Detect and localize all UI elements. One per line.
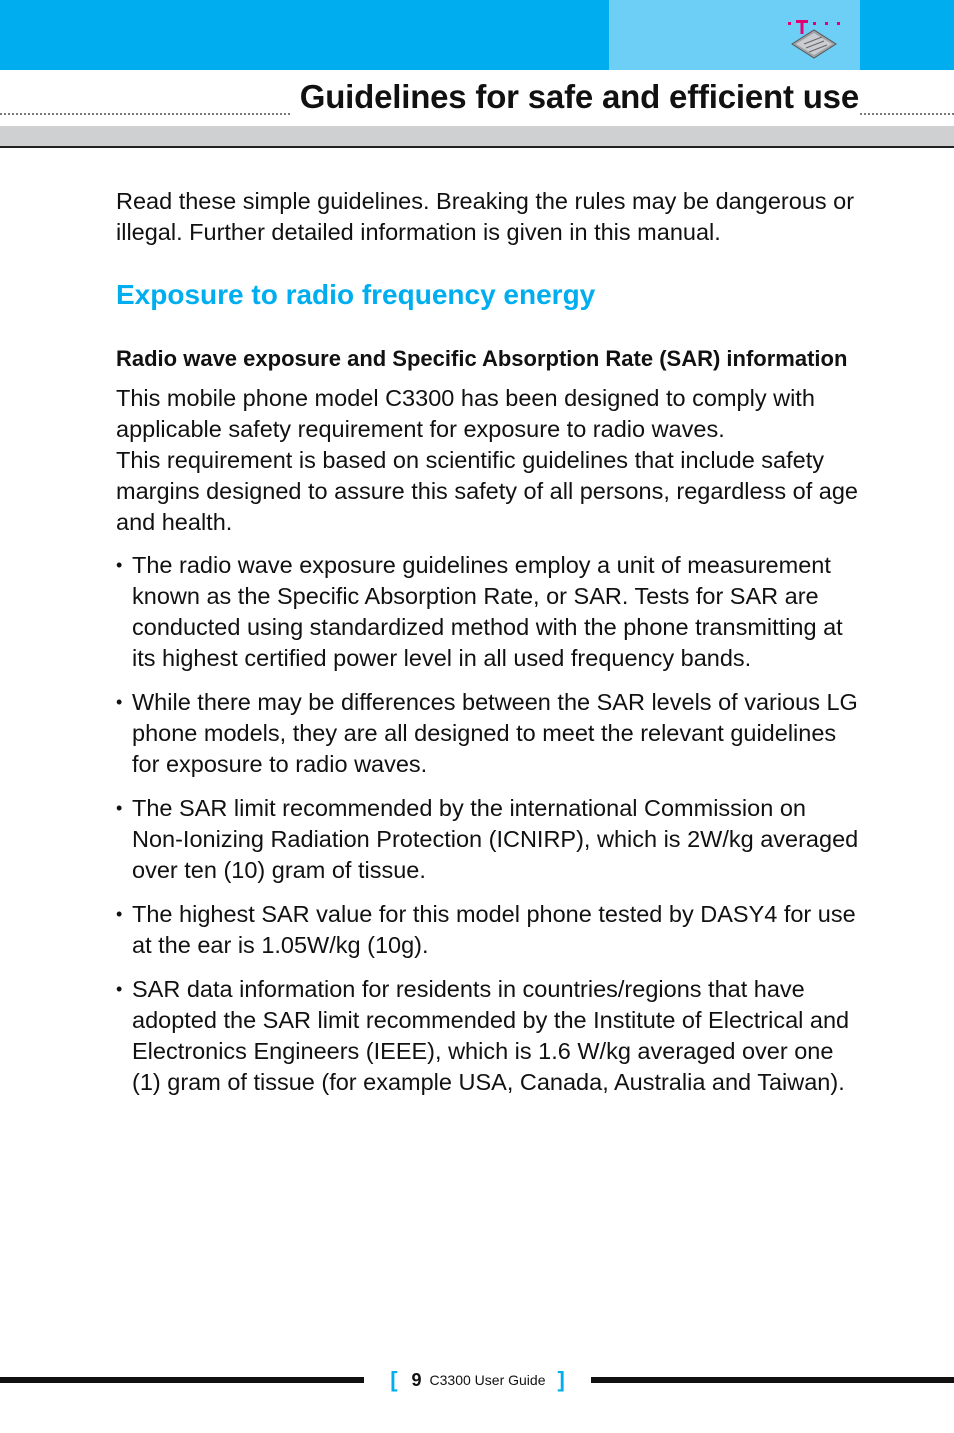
list-item xyxy=(116,793,861,886)
page-number: 9 xyxy=(411,1369,422,1390)
intro-paragraph: Read these simple guidelines. Breaking the rules may be dangerous or illegal. Further detailed information is given in this manual. xyxy=(116,188,855,245)
logo-panel xyxy=(609,0,860,70)
sar-bullet-list xyxy=(116,550,861,1098)
list-item xyxy=(116,550,861,674)
bullet-icon: • xyxy=(116,979,123,999)
bullet-icon: • xyxy=(116,798,123,818)
list-item-text: The radio wave exposure guidelines employ a unit of measurement known as the Specific Absorption Rate, or SAR. Tests for SAR are conducted using standardized method with the phone transmitting at its highest certified power level in all used frequency bands. xyxy=(132,552,843,671)
list-item xyxy=(116,687,861,780)
bullet-icon: • xyxy=(116,555,123,575)
t-mobile-phone-icon xyxy=(784,8,844,64)
header-grey-bar xyxy=(0,126,954,148)
paragraph-compliance-line-2: This requirement is based on scientific guidelines that include safety margins designed to assure this safety of all persons, regardless of age and health. xyxy=(116,447,858,535)
list-item-text: The SAR limit recommended by the international Commission on Non-Ionizing Radiation Protection (ICNIRP), which is 2W/kg averaged over ten (10) gram of tissue. xyxy=(132,795,859,883)
list-item-text: SAR data information for residents in countries/regions that have adopted the SAR limit recommended by the Institute of Electrical and Electronics Engineers (IEEE), which is 1.6 W/kg averaged over one (1) gram of tissue (for example USA, Canada, Australia and Taiwan). xyxy=(132,976,850,1095)
list-item-text: While there may be differences between the SAR levels of various LG phone models, they are all designed to meet the relevant guidelines for exposure to radio waves. xyxy=(132,689,858,777)
footer-bracket-close: ] xyxy=(557,1367,565,1392)
page-content xyxy=(116,186,861,1111)
paragraph-compliance xyxy=(116,383,861,538)
list-item xyxy=(116,974,861,1098)
footer-bracket-open: [ xyxy=(390,1367,398,1392)
sub-heading: Radio wave exposure and Specific Absorption Rate (SAR) information xyxy=(116,346,848,371)
bullet-icon: • xyxy=(116,692,123,712)
page-footer xyxy=(364,1364,591,1396)
bullet-icon: • xyxy=(116,904,123,924)
page-title: Guidelines for safe and efficient use xyxy=(292,78,859,116)
paragraph-compliance-line-1: This mobile phone model C3300 has been designed to comply with applicable safety requirement for exposure to radio waves. xyxy=(116,385,815,442)
section-heading: Exposure to radio frequency energy xyxy=(116,279,596,310)
footer-rule-right xyxy=(591,1377,954,1383)
list-item xyxy=(116,899,861,961)
footer-rule-left xyxy=(0,1377,364,1383)
list-item-text: The highest SAR value for this model phone tested by DASY4 for use at the ear is 1.05W/kg (10g). xyxy=(132,901,856,958)
guide-name: C3300 User Guide xyxy=(429,1372,546,1388)
